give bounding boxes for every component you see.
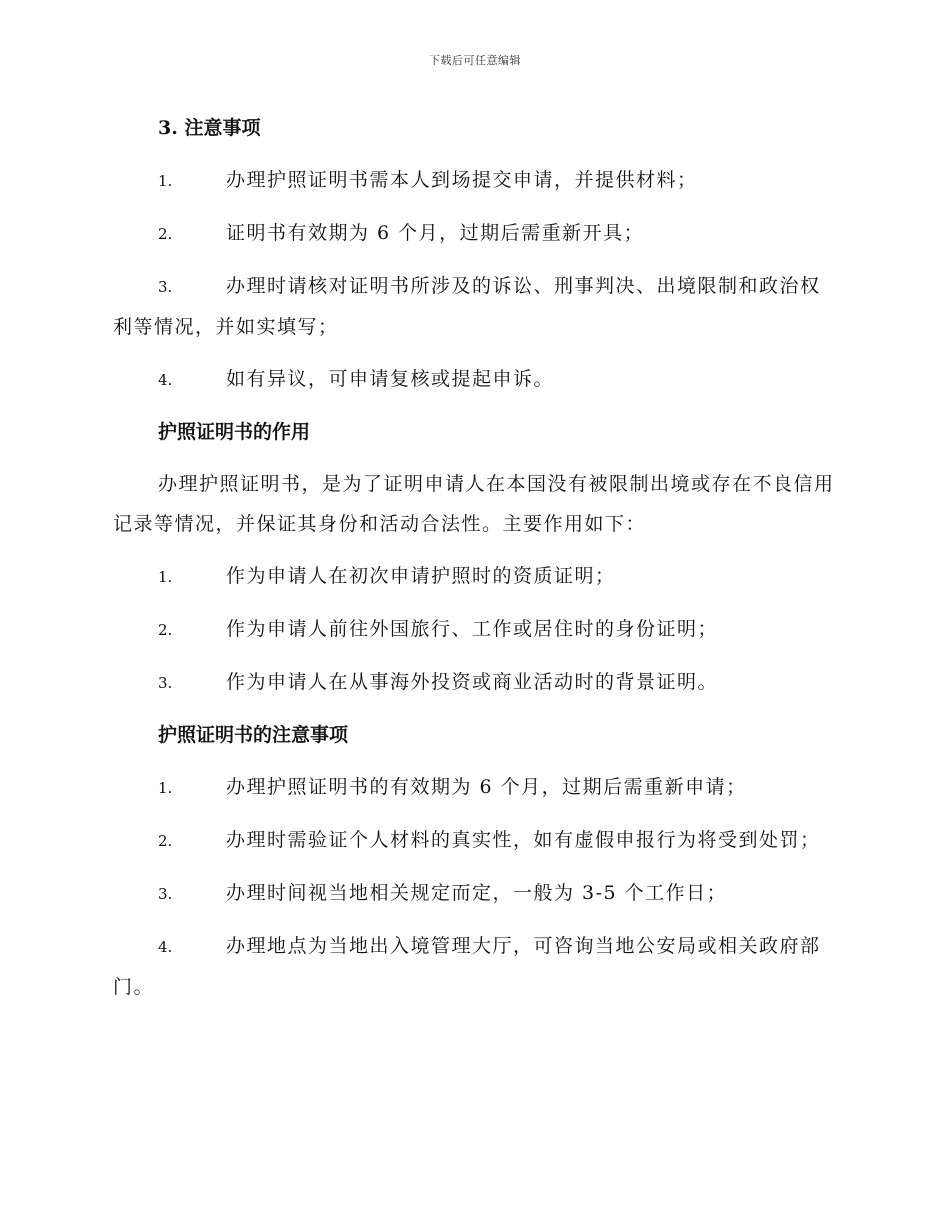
list-text: 办理时需验证个人材料的真实性，如有虚假申报行为将受到处罚； (226, 829, 821, 851)
list-number: 1. (158, 779, 173, 797)
list-number: 1. (158, 568, 173, 586)
section-heading-notes: 3. 注意事项 (158, 117, 261, 139)
list-number: 2. (158, 225, 173, 243)
intro-paragraph: 办理护照证明书，是为了证明申请人在本国没有被限制出境或存在不良信用记录等情况，并保证其身份和活动合法性。主要作用如下： (113, 473, 835, 535)
list-text: 办理护照证明书的有效期为 6 个月，过期后需重新申请； (226, 776, 747, 798)
list-text: 办理地点为当地出入境管理大厅，可咨询当地公安局或相关政府部门。 (113, 935, 821, 998)
list-item (113, 359, 835, 400)
list-number: 3. (158, 674, 173, 692)
list-text: 办理时间视当地相关规定而定，一般为 3-5 个工作日； (226, 882, 728, 904)
list-number: 2. (158, 621, 173, 639)
list-item (113, 213, 835, 254)
list-text: 作为申请人在从事海外投资或商业活动时的背景证明。 (226, 671, 719, 693)
list-text: 办理时请核对证明书所涉及的诉讼、刑事判决、出境限制和政治权利等情况，并如实填写； (113, 275, 821, 338)
page-header: 下载后可任意编辑 (429, 54, 521, 67)
list-item (113, 820, 835, 861)
list-number: 2. (158, 832, 173, 850)
document-body (113, 108, 835, 1019)
list-item (113, 556, 835, 597)
list-item (113, 662, 835, 703)
section-heading-purpose: 护照证明书的作用 (158, 421, 311, 443)
list-item (113, 926, 835, 1007)
list-text: 如有异议，可申请复核或提起申诉。 (226, 368, 555, 390)
list-number: 3. (158, 278, 173, 296)
list-number: 3. (158, 885, 173, 903)
list-item (113, 873, 835, 914)
list-item (113, 609, 835, 650)
list-text: 办理护照证明书需本人到场提交申请，并提供材料； (226, 169, 698, 191)
list-item (113, 266, 835, 347)
list-number: 4. (158, 938, 173, 956)
list-text: 作为申请人前往外国旅行、工作或居住时的身份证明； (226, 618, 719, 640)
list-number: 4. (158, 371, 173, 389)
list-text: 证明书有效期为 6 个月，过期后需重新开具； (226, 222, 645, 244)
list-number: 1. (158, 172, 173, 190)
list-item (113, 767, 835, 808)
list-item (113, 160, 835, 201)
section-heading-precautions: 护照证明书的注意事项 (158, 724, 349, 746)
list-text: 作为申请人在初次申请护照时的资质证明； (226, 565, 616, 587)
